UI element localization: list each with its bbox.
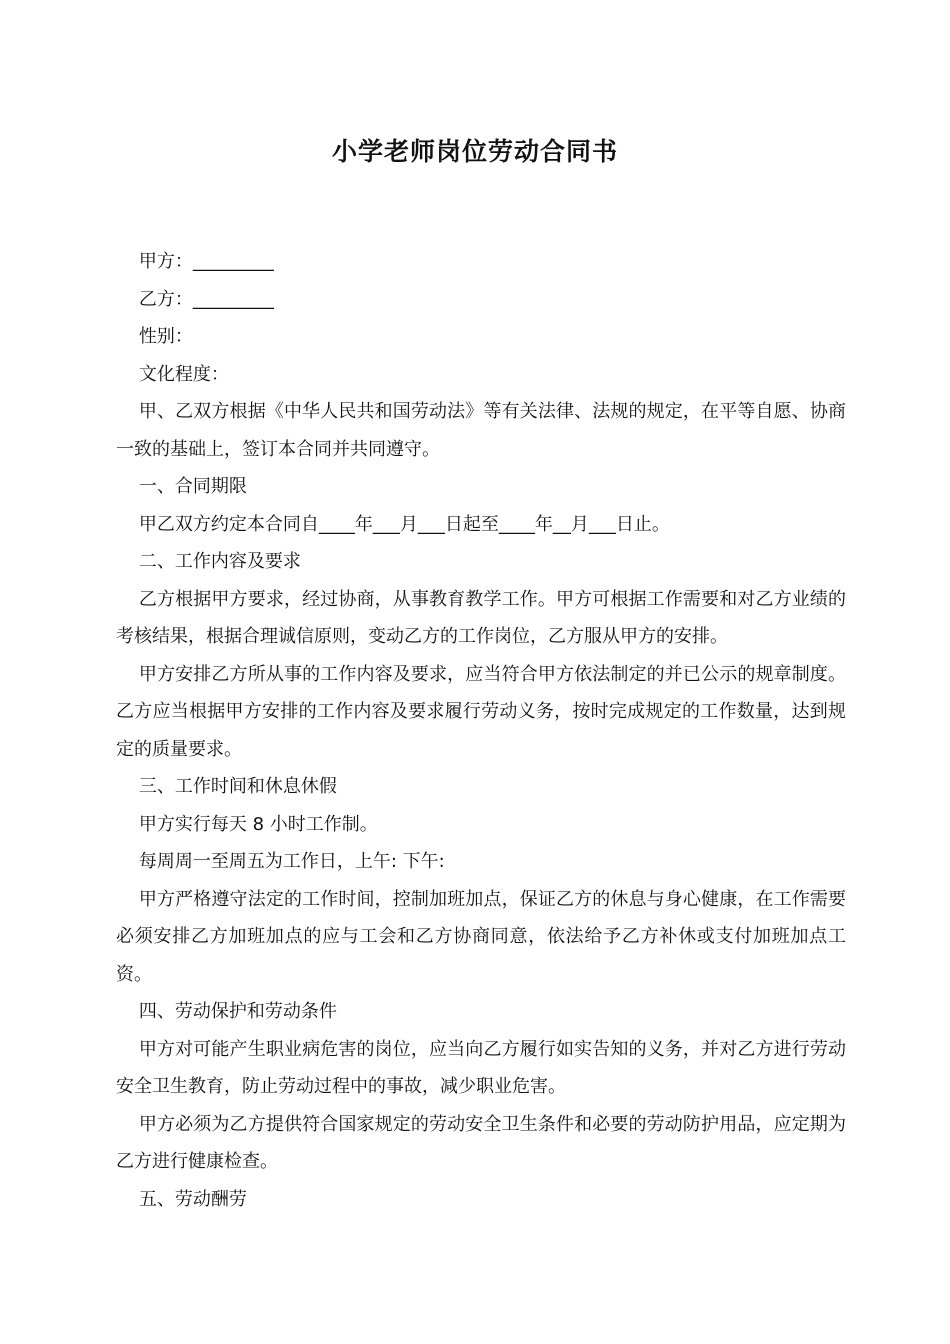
labor-protection-paragraph-1: 甲方对可能产生职业病危害的岗位，应当向乙方履行如实告知的义务，并对乙方进行劳动安全卫生教育，防止劳动过程中的事故，减少职业危害。 xyxy=(116,1038,846,1097)
preamble-paragraph: 甲、乙双方根据《中华人民共和国劳动法》等有关法律、法规的规定，在平等自愿、协商一致的基础上，签订本合同并共同遵守。 xyxy=(116,401,846,460)
term-paragraph: 甲乙双方约定本合同自____年___月___日起至____年__月___日止。 xyxy=(138,513,670,535)
work-content-paragraph-1: 乙方根据甲方要求，经过协商，从事教育教学工作。甲方可根据工作需要和对乙方业绩的考核结果，根据合理诚信原则，变动乙方的工作岗位，乙方服从甲方的安排。 xyxy=(116,588,846,647)
section-heading-working-hours: 三、工作时间和休息休假 xyxy=(138,776,337,797)
section-heading-labor-protection: 四、劳动保护和劳动条件 xyxy=(138,1001,337,1022)
section-heading-work-content: 二、工作内容及要求 xyxy=(138,551,301,572)
working-hours-paragraph-3: 甲方严格遵守法定的工作时间，控制加班加点，保证乙方的休息与身心健康，在工作需要必须安排乙方加班加点的应与工会和乙方协商同意，依法给予乙方补休或支付加班加点工资。 xyxy=(116,888,846,985)
working-hours-paragraph-2: 每周周一至周五为工作日，上午: 下午: xyxy=(138,851,445,872)
document-body xyxy=(116,243,846,1218)
gender-line: 性别： xyxy=(138,326,193,347)
document-title: 小学老师岗位劳动合同书 xyxy=(331,137,618,166)
work-content-paragraph-2: 甲方安排乙方所从事的工作内容及要求，应当符合甲方依法制定的并已公示的规章制度。乙方应当根据甲方安排的工作内容及要求履行劳动义务，按时完成规定的工作数量，达到规定的质量要求。 xyxy=(116,663,846,760)
section-heading-remuneration: 五、劳动酬劳 xyxy=(138,1188,247,1210)
party-a-line: 甲方：_________ xyxy=(138,251,274,272)
labor-protection-paragraph-2: 甲方必须为乙方提供符合国家规定的劳动安全卫生条件和必要的劳动防护用品，应定期为乙方进行健康检查。 xyxy=(116,1113,846,1172)
section-heading-term: 一、合同期限 xyxy=(138,476,247,497)
education-line: 文化程度： xyxy=(138,363,229,385)
working-hours-paragraph-1: 甲方实行每天 8 小时工作制。 xyxy=(138,813,378,835)
party-b-line: 乙方：_________ xyxy=(138,288,274,310)
